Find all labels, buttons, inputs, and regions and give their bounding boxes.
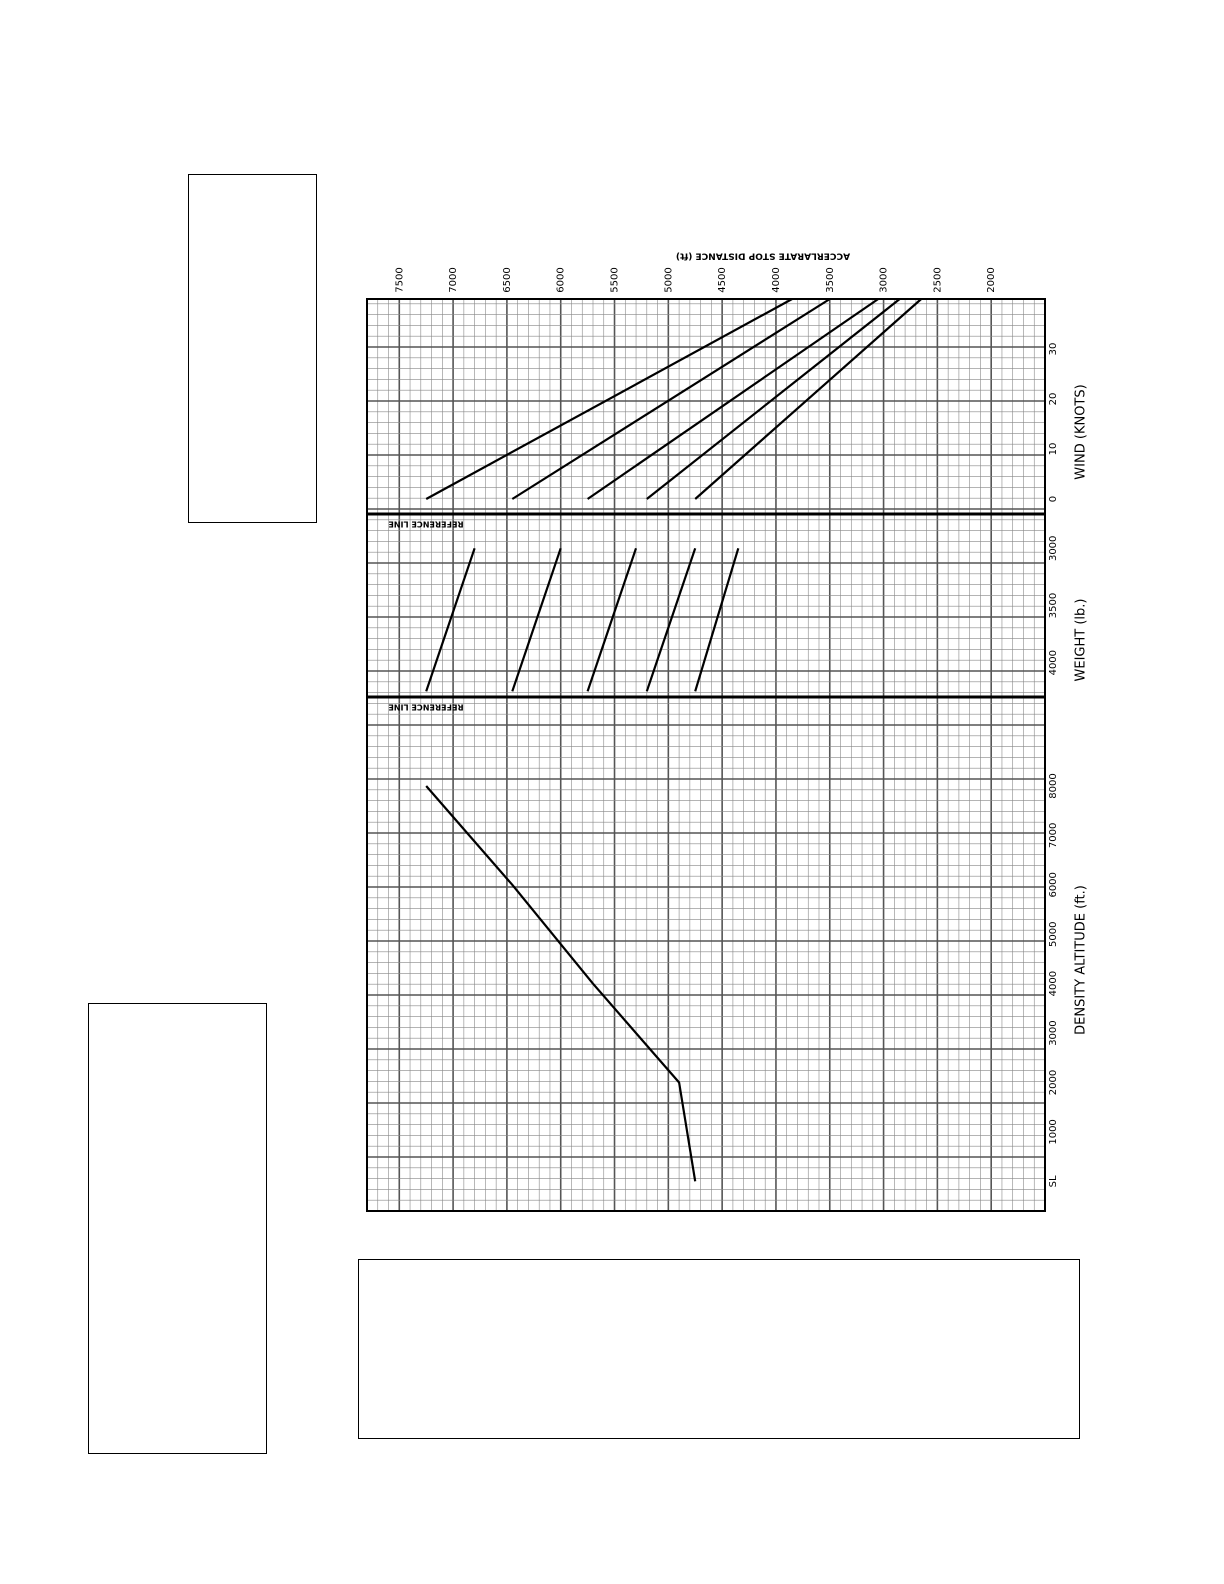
wind-tick-label: 30 bbox=[1048, 342, 1059, 356]
weight-tick-label: 3000 bbox=[1048, 535, 1059, 562]
density-altitude-tick-label: 4000 bbox=[1048, 970, 1059, 997]
weight-axis-title: WEIGHT (lb.) bbox=[1073, 598, 1089, 682]
chart-grid bbox=[367, 299, 1045, 1211]
chart-frame bbox=[367, 299, 1045, 1211]
distance-axis-title: ACCERLARATE STOP DISTANCE (ft) bbox=[675, 250, 851, 261]
density-altitude-tick-label: SL bbox=[1048, 1175, 1059, 1188]
weight-series-line-5 bbox=[695, 548, 738, 691]
distance-tick-label: 2000 bbox=[986, 267, 998, 293]
distance-tick-label: 6000 bbox=[555, 267, 567, 293]
wind-tick-label: 20 bbox=[1048, 392, 1059, 406]
wind-series-line-1 bbox=[426, 299, 792, 499]
wind-tick-label: 10 bbox=[1048, 442, 1059, 456]
wind-tick-label: 0 bbox=[1048, 495, 1059, 503]
distance-tick-label: 5500 bbox=[609, 267, 621, 293]
distance-tick-label: 5000 bbox=[663, 267, 675, 293]
chart-border bbox=[367, 299, 1045, 1211]
reference-line-label: REFERENCE LINE bbox=[388, 702, 464, 712]
distance-tick-label: 4500 bbox=[717, 267, 729, 293]
weight-series-line-4 bbox=[647, 548, 695, 691]
chart-labels bbox=[388, 251, 1088, 1188]
distance-tick-label: 7000 bbox=[448, 267, 460, 293]
density-altitude-tick-label: 6000 bbox=[1048, 872, 1059, 898]
density-altitude-tick-label: 2000 bbox=[1048, 1069, 1059, 1096]
weight-series-line-1 bbox=[426, 548, 474, 691]
density-altitude-tick-label: 1000 bbox=[1048, 1119, 1059, 1145]
weight-tick-label: 3500 bbox=[1048, 592, 1059, 619]
weight-tick-label: 4000 bbox=[1048, 649, 1059, 676]
density-altitude-tick-label: 8000 bbox=[1048, 773, 1059, 799]
density-altitude-tick-label: 7000 bbox=[1048, 822, 1059, 849]
distance-tick-label: 6500 bbox=[501, 267, 513, 293]
weight-series-line-3 bbox=[588, 548, 636, 691]
distance-tick-label: 2500 bbox=[932, 267, 944, 293]
density-altitude-tick-label: 5000 bbox=[1048, 921, 1059, 947]
weight-series-line-2 bbox=[512, 548, 560, 691]
distance-tick-label: 7500 bbox=[394, 267, 406, 293]
density-altitude-axis-title: DENSITY ALTITUDE (ft.) bbox=[1073, 885, 1089, 1035]
density-altitude-tick-label: 3000 bbox=[1048, 1020, 1059, 1046]
distance-tick-label: 3500 bbox=[824, 267, 836, 293]
reference-line-label: REFERENCE LINE bbox=[388, 519, 464, 529]
distance-tick-label: 3000 bbox=[878, 267, 890, 293]
distance-tick-label: 4000 bbox=[770, 267, 782, 293]
wind-axis-title: WIND (KNOTS) bbox=[1073, 384, 1089, 480]
